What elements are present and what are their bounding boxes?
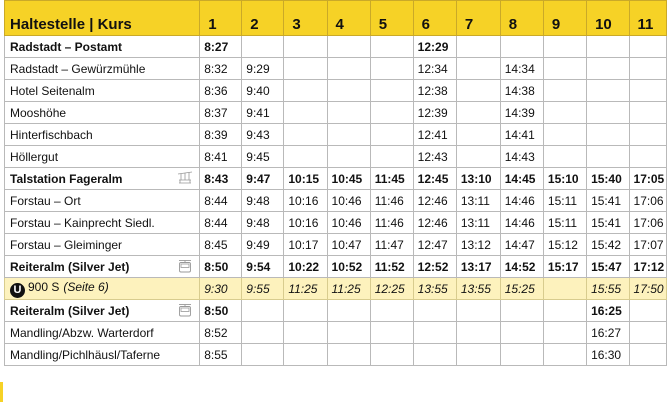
departure-time-cell xyxy=(456,344,500,366)
stop-name: Talstation Fageralm xyxy=(10,171,123,186)
departure-time-cell: 16:27 xyxy=(587,322,629,344)
departure-time-cell xyxy=(587,146,629,168)
kurs-header-3: 3 xyxy=(284,1,327,36)
departure-time-cell: 12:46 xyxy=(413,212,456,234)
stop-name-cell xyxy=(5,190,200,212)
departure-time-cell: 15:40 xyxy=(587,168,629,190)
connection-time-cell: 15:25 xyxy=(500,278,543,300)
kurs-header-2: 2 xyxy=(242,1,284,36)
departure-time-cell xyxy=(543,322,586,344)
departure-time-cell xyxy=(629,344,666,366)
timetable-body xyxy=(5,36,667,366)
departure-time-cell: 15:42 xyxy=(587,234,629,256)
departure-time-cell xyxy=(456,58,500,80)
departure-time-cell xyxy=(456,102,500,124)
stop-name: Radstadt – Postamt xyxy=(10,39,123,54)
stop-name: Forstau – Ort xyxy=(10,193,81,208)
departure-time-cell: 9:54 xyxy=(242,256,284,278)
departure-time-cell xyxy=(500,300,543,322)
departure-time-cell xyxy=(587,102,629,124)
departure-time-cell: 11:46 xyxy=(370,190,413,212)
departure-time-cell xyxy=(284,344,327,366)
kurs-header-7: 7 xyxy=(456,1,500,36)
departure-time-cell: 8:27 xyxy=(200,36,242,58)
departure-time-cell xyxy=(543,124,586,146)
departure-time-cell xyxy=(629,322,666,344)
stop-name-cell xyxy=(5,212,200,234)
departure-time-cell: 15:47 xyxy=(587,256,629,278)
departure-time-cell: 12:34 xyxy=(413,58,456,80)
kurs-header-9: 9 xyxy=(543,1,586,36)
departure-time-cell xyxy=(587,58,629,80)
departure-time-cell: 14:52 xyxy=(500,256,543,278)
departure-time-cell xyxy=(242,36,284,58)
stop-name: Forstau – Gleiminger xyxy=(10,237,123,252)
departure-time-cell xyxy=(456,80,500,102)
departure-time-cell xyxy=(284,124,327,146)
kurs-header-8: 8 xyxy=(500,1,543,36)
stop-column-header: Haltestelle | Kurs xyxy=(5,1,200,36)
departure-time-cell xyxy=(370,58,413,80)
departure-time-cell xyxy=(327,300,370,322)
connection-time-cell: 9:55 xyxy=(242,278,284,300)
connection-time-cell: 11:25 xyxy=(284,278,327,300)
departure-time-cell: 10:22 xyxy=(284,256,327,278)
gondola-icon xyxy=(177,303,193,317)
departure-time-cell xyxy=(242,322,284,344)
departure-time-cell xyxy=(284,102,327,124)
departure-time-cell xyxy=(587,80,629,102)
departure-time-cell: 12:46 xyxy=(413,190,456,212)
departure-time-cell: 14:47 xyxy=(500,234,543,256)
departure-time-cell: 9:47 xyxy=(242,168,284,190)
timetable-row xyxy=(5,168,667,190)
departure-time-cell: 15:10 xyxy=(543,168,586,190)
kurs-header-11: 11 xyxy=(629,1,666,36)
departure-time-cell xyxy=(629,124,666,146)
chairlift-icon xyxy=(177,171,193,185)
departure-time-cell: 9:43 xyxy=(242,124,284,146)
departure-time-cell xyxy=(456,36,500,58)
departure-time-cell: 8:44 xyxy=(200,190,242,212)
departure-time-cell: 13:17 xyxy=(456,256,500,278)
departure-time-cell: 13:11 xyxy=(456,212,500,234)
departure-time-cell: 14:34 xyxy=(500,58,543,80)
departure-time-cell xyxy=(284,146,327,168)
timetable-row xyxy=(5,146,667,168)
departure-time-cell xyxy=(456,124,500,146)
departure-time-cell xyxy=(284,322,327,344)
departure-time-cell: 9:45 xyxy=(242,146,284,168)
departure-time-cell xyxy=(327,322,370,344)
departure-time-cell: 17:06 xyxy=(629,212,666,234)
departure-time-cell: 8:52 xyxy=(200,322,242,344)
departure-time-cell: 9:48 xyxy=(242,212,284,234)
departure-time-cell xyxy=(370,80,413,102)
departure-time-cell: 8:41 xyxy=(200,146,242,168)
departure-time-cell xyxy=(284,36,327,58)
departure-time-cell: 17:12 xyxy=(629,256,666,278)
departure-time-cell xyxy=(456,300,500,322)
timetable-row xyxy=(5,256,667,278)
connection-time-cell: 12:25 xyxy=(370,278,413,300)
departure-time-cell xyxy=(543,300,586,322)
timetable-row xyxy=(5,36,667,58)
departure-time-cell: 9:49 xyxy=(242,234,284,256)
departure-time-cell: 14:43 xyxy=(500,146,543,168)
departure-time-cell xyxy=(413,322,456,344)
timetable-row xyxy=(5,234,667,256)
departure-time-cell: 8:36 xyxy=(200,80,242,102)
departure-time-cell xyxy=(370,36,413,58)
timetable-row xyxy=(5,190,667,212)
departure-time-cell xyxy=(327,58,370,80)
departure-time-cell: 8:37 xyxy=(200,102,242,124)
departure-time-cell: 10:15 xyxy=(284,168,327,190)
connection-time-cell xyxy=(543,278,586,300)
timetable-row xyxy=(5,300,667,322)
departure-time-cell xyxy=(370,300,413,322)
stop-name: Hotel Seitenalm xyxy=(10,83,95,98)
departure-time-cell xyxy=(629,146,666,168)
departure-time-cell: 14:41 xyxy=(500,124,543,146)
departure-time-cell xyxy=(327,146,370,168)
departure-time-cell: 9:41 xyxy=(242,102,284,124)
stop-name: Mandling/Abzw. Warterdorf xyxy=(10,325,154,340)
timetable-row xyxy=(5,80,667,102)
kurs-header-4: 4 xyxy=(327,1,370,36)
stop-name-cell xyxy=(5,124,200,146)
departure-time-cell: 17:07 xyxy=(629,234,666,256)
departure-time-cell: 8:44 xyxy=(200,212,242,234)
connection-time-cell: 15:55 xyxy=(587,278,629,300)
connection-page-ref: (Seite 6) xyxy=(63,279,109,294)
departure-time-cell: 8:45 xyxy=(200,234,242,256)
kurs-header-10: 10 xyxy=(587,1,629,36)
departure-time-cell: 8:43 xyxy=(200,168,242,190)
departure-time-cell: 10:45 xyxy=(327,168,370,190)
timetable-row xyxy=(5,322,667,344)
departure-time-cell xyxy=(587,124,629,146)
departure-time-cell: 8:39 xyxy=(200,124,242,146)
departure-time-cell: 10:16 xyxy=(284,190,327,212)
departure-time-cell: 13:10 xyxy=(456,168,500,190)
stop-name-cell xyxy=(5,256,200,278)
departure-time-cell xyxy=(242,344,284,366)
connection-time-cell: 9:30 xyxy=(200,278,242,300)
departure-time-cell: 12:45 xyxy=(413,168,456,190)
departure-time-cell xyxy=(413,344,456,366)
departure-time-cell: 8:50 xyxy=(200,300,242,322)
departure-time-cell xyxy=(370,344,413,366)
departure-time-cell xyxy=(370,146,413,168)
departure-time-cell: 10:52 xyxy=(327,256,370,278)
departure-time-cell: 13:12 xyxy=(456,234,500,256)
departure-time-cell xyxy=(242,300,284,322)
departure-time-cell xyxy=(543,80,586,102)
departure-time-cell: 12:29 xyxy=(413,36,456,58)
departure-time-cell: 14:39 xyxy=(500,102,543,124)
departure-time-cell: 11:45 xyxy=(370,168,413,190)
departure-time-cell: 11:46 xyxy=(370,212,413,234)
departure-time-cell xyxy=(629,102,666,124)
stop-name-cell xyxy=(5,58,200,80)
departure-time-cell: 13:11 xyxy=(456,190,500,212)
ubahn-badge-icon: U xyxy=(10,283,25,298)
departure-time-cell xyxy=(327,80,370,102)
departure-time-cell xyxy=(543,344,586,366)
departure-time-cell xyxy=(456,146,500,168)
timetable-row xyxy=(5,58,667,80)
departure-time-cell: 12:38 xyxy=(413,80,456,102)
departure-time-cell xyxy=(543,146,586,168)
connection-time-cell: 11:25 xyxy=(327,278,370,300)
departure-time-cell: 10:46 xyxy=(327,212,370,234)
departure-time-cell: 14:46 xyxy=(500,190,543,212)
departure-time-cell xyxy=(370,124,413,146)
departure-time-cell xyxy=(327,124,370,146)
connection-line: 900 S xyxy=(28,279,60,294)
departure-time-cell: 8:55 xyxy=(200,344,242,366)
departure-time-cell xyxy=(629,80,666,102)
departure-time-cell xyxy=(327,36,370,58)
departure-time-cell: 15:11 xyxy=(543,212,586,234)
departure-time-cell xyxy=(456,322,500,344)
stop-name: Mooshöhe xyxy=(10,105,67,120)
kurs-header-6: 6 xyxy=(413,1,456,36)
departure-time-cell xyxy=(327,344,370,366)
departure-time-cell xyxy=(370,102,413,124)
stop-name: Reiteralm (Silver Jet) xyxy=(10,303,130,318)
connection-time-cell: 13:55 xyxy=(456,278,500,300)
page-edge-marker xyxy=(0,382,3,402)
connection-row xyxy=(5,278,667,300)
stop-name-cell xyxy=(5,80,200,102)
kurs-header-1: 1 xyxy=(200,1,242,36)
departure-time-cell: 17:05 xyxy=(629,168,666,190)
departure-time-cell: 17:06 xyxy=(629,190,666,212)
departure-time-cell: 14:45 xyxy=(500,168,543,190)
stop-name: Höllergut xyxy=(10,149,59,164)
connection-time-cell: 13:55 xyxy=(413,278,456,300)
departure-time-cell xyxy=(327,102,370,124)
departure-time-cell xyxy=(543,102,586,124)
stop-name: Forstau – Kainprecht Siedl. xyxy=(10,215,155,230)
departure-time-cell: 12:43 xyxy=(413,146,456,168)
departure-time-cell: 12:52 xyxy=(413,256,456,278)
departure-time-cell: 12:47 xyxy=(413,234,456,256)
departure-time-cell: 15:41 xyxy=(587,212,629,234)
stop-name-cell xyxy=(5,168,200,190)
departure-time-cell xyxy=(629,300,666,322)
departure-time-cell xyxy=(413,300,456,322)
connection-label-cell xyxy=(5,278,200,300)
departure-time-cell xyxy=(284,300,327,322)
departure-time-cell: 10:17 xyxy=(284,234,327,256)
departure-time-cell: 16:25 xyxy=(587,300,629,322)
departure-time-cell: 15:41 xyxy=(587,190,629,212)
departure-time-cell: 15:17 xyxy=(543,256,586,278)
departure-time-cell xyxy=(370,322,413,344)
departure-time-cell xyxy=(629,36,666,58)
header-row xyxy=(5,1,667,36)
kurs-header-5: 5 xyxy=(370,1,413,36)
departure-time-cell xyxy=(284,80,327,102)
departure-time-cell xyxy=(587,36,629,58)
departure-time-cell: 11:47 xyxy=(370,234,413,256)
stop-name-cell xyxy=(5,234,200,256)
departure-time-cell xyxy=(500,36,543,58)
timetable-row xyxy=(5,212,667,234)
departure-time-cell xyxy=(500,322,543,344)
departure-time-cell: 8:32 xyxy=(200,58,242,80)
stop-name-cell xyxy=(5,300,200,322)
stop-name-cell xyxy=(5,344,200,366)
departure-time-cell: 14:38 xyxy=(500,80,543,102)
departure-time-cell: 15:11 xyxy=(543,190,586,212)
departure-time-cell xyxy=(543,58,586,80)
departure-time-cell: 12:41 xyxy=(413,124,456,146)
timetable-row xyxy=(5,124,667,146)
stop-name-cell xyxy=(5,322,200,344)
departure-time-cell xyxy=(284,58,327,80)
departure-time-cell: 15:12 xyxy=(543,234,586,256)
gondola-icon xyxy=(177,259,193,273)
timetable xyxy=(4,0,667,366)
departure-time-cell: 10:16 xyxy=(284,212,327,234)
stop-name-cell xyxy=(5,102,200,124)
departure-time-cell: 12:39 xyxy=(413,102,456,124)
stop-name-cell xyxy=(5,146,200,168)
departure-time-cell: 8:50 xyxy=(200,256,242,278)
departure-time-cell: 10:47 xyxy=(327,234,370,256)
stop-name: Radstadt – Gewürzmühle xyxy=(10,61,146,76)
departure-time-cell: 16:30 xyxy=(587,344,629,366)
stop-name: Reiteralm (Silver Jet) xyxy=(10,259,130,274)
timetable-row xyxy=(5,344,667,366)
stop-name-cell xyxy=(5,36,200,58)
departure-time-cell: 10:46 xyxy=(327,190,370,212)
timetable-row xyxy=(5,102,667,124)
departure-time-cell: 11:52 xyxy=(370,256,413,278)
departure-time-cell xyxy=(500,344,543,366)
departure-time-cell: 9:40 xyxy=(242,80,284,102)
stop-name: Mandling/Pichlhäusl/Taferne xyxy=(10,347,161,362)
departure-time-cell: 9:48 xyxy=(242,190,284,212)
departure-time-cell xyxy=(629,58,666,80)
stop-name: Hinterfischbach xyxy=(10,127,93,142)
departure-time-cell: 9:29 xyxy=(242,58,284,80)
departure-time-cell: 14:46 xyxy=(500,212,543,234)
connection-time-cell: 17:50 xyxy=(629,278,666,300)
departure-time-cell xyxy=(543,36,586,58)
